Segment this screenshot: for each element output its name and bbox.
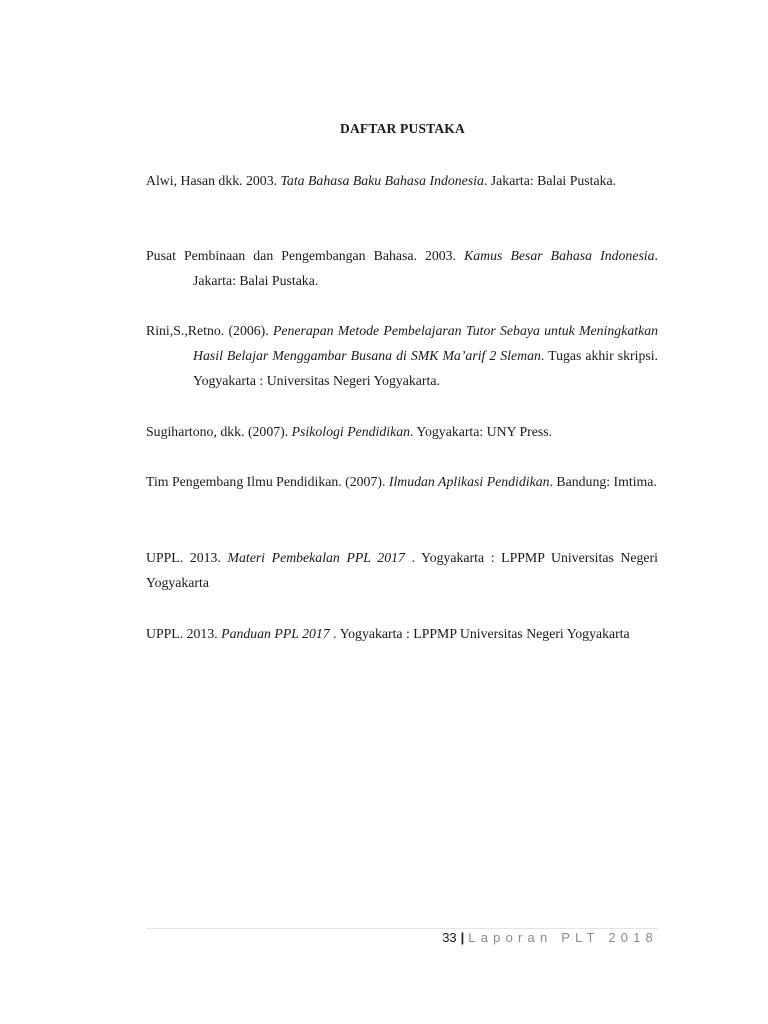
footer-separator: | [460, 930, 465, 945]
reference-item: UPPL. 2013. Panduan PPL 2017 . Yogyakarta : LPPMP Universitas Negeri Yogyakarta [146, 626, 630, 641]
reference-item: Rini,S.,Retno. (2006). Penerapan Metode Pembelajaran Tutor Sebaya untuk Meningkatkan Hasil Belajar Menggambar Busana di SMK Ma’arif 2 Sleman. Tugas akhir skripsi. Yogyakarta : Universitas Negeri Yogyakarta. [146, 323, 659, 388]
reference-item: Tim Pengembang Ilmu Pendidikan. (2007). Ilmudan Aplikasi Pendidikan. Bandung: Imtima. [146, 474, 657, 489]
reference-item: Pusat Pembinaan dan Pengembangan Bahasa. 2003. Kamus Besar Bahasa Indonesia. Jakarta: Balai Pustaka. [146, 248, 658, 288]
page-title: DAFTAR PUSTAKA [340, 121, 465, 136]
footer-label: Laporan PLT 2018 [468, 930, 658, 945]
reference-item: Sugihartono, dkk. (2007). Psikologi Pendidikan. Yogyakarta: UNY Press. [146, 424, 553, 439]
reference-item: Alwi, Hasan dkk. 2003. Tata Bahasa Baku Bahasa Indonesia. Jakarta: Balai Pustaka. [146, 173, 617, 188]
page-footer [442, 929, 658, 947]
page-number: 33 [442, 930, 457, 945]
reference-item: UPPL. 2013. Materi Pembekalan PPL 2017 . Yogyakarta : LPPMP Universitas Negeri Yogyakarta [146, 550, 658, 590]
